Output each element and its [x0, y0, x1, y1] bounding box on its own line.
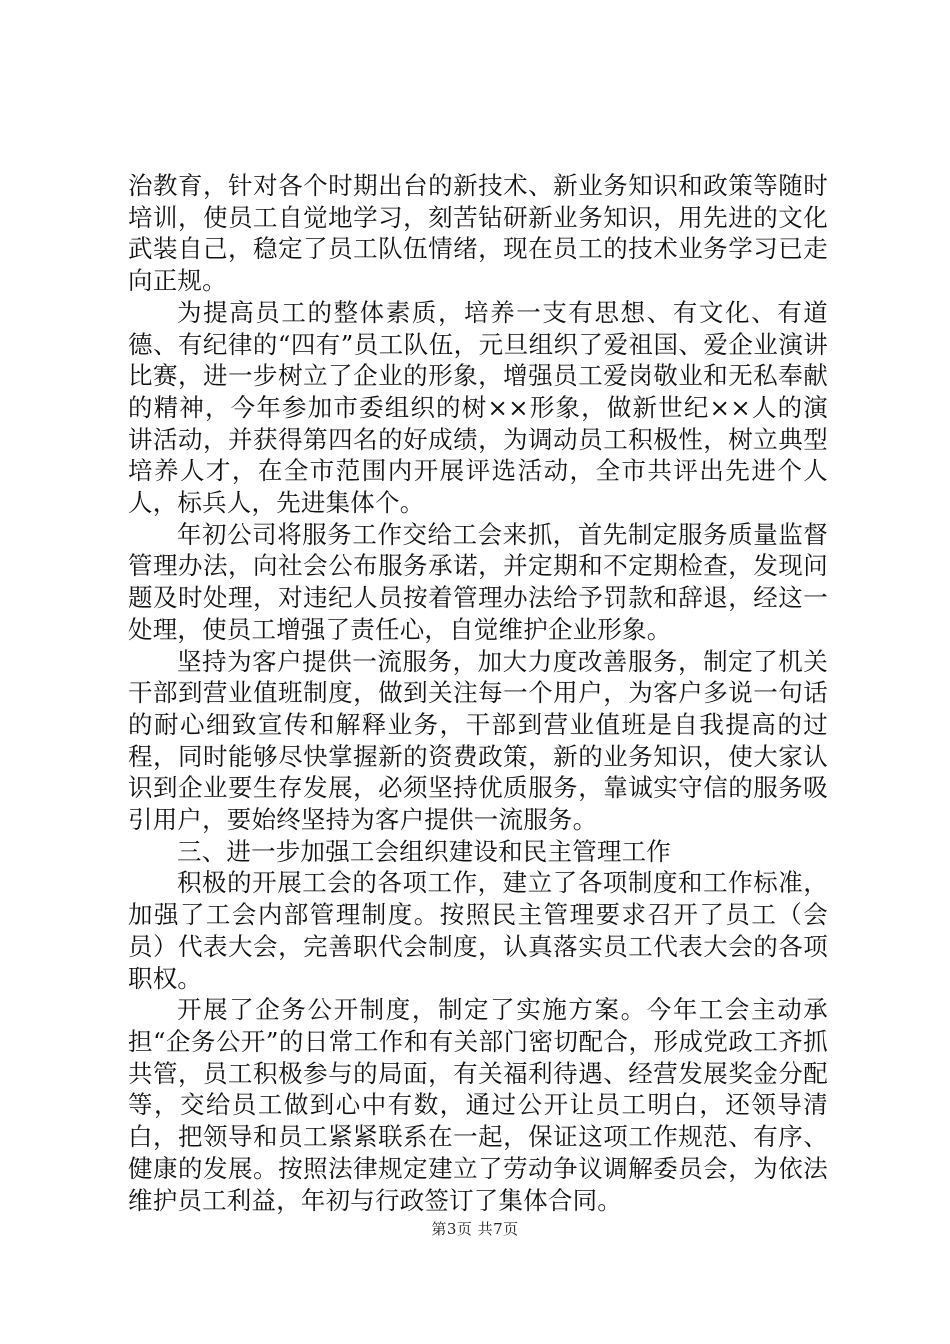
page-number-footer: 第3页 共7页	[431, 1220, 519, 1238]
paragraph-union-work: 积极的开展工会的各项工作，建立了各项制度和工作标准，加强了工会内部管理制度。按照民主管理要求召开了员工（会员）代表大会，完善职代会制度，认真落实员工代表大会的各项职权。	[128, 868, 828, 993]
paragraph-first-class-service: 坚持为客户提供一流服务，加大力度改善服务，制定了机关干部到营业值班制度，做到关注每一个用户，为客户多说一句话的耐心细致宣传和解释业务，干部到营业值班是自我提高的过程，同时能够尽快掌握新的资费政策，新的业务知识，使大家认识到企业要生存发展，必须坚持优质服务，靠诚实守信的服务吸引用户，要始终坚持为客户提供一流服务。	[128, 646, 828, 835]
paragraph-affairs-disclosure: 开展了企务公开制度，制定了实施方案。今年工会主动承担“企务公开”的日常工作和有关部门密切配合，形成党政工齐抓共管，员工积极参与的局面，有关福利待遇、经营发展奖金分配等，交给员工做到心中有数，通过公开让员工明白，还领导清白，把领导和员工紧紧联系在一起，保证这项工作规范、有序、健康的发展。按照法律规定建立了劳动争议调解委员会，为依法维护员工利益，年初与行政签订了集体合同。	[128, 995, 828, 1215]
paragraph-continuation: 治教育，针对各个时期出台的新技术、新业务知识和政策等随时培训，使员工自觉地学习，刻苦钻研新业务知识，用先进的文化武装自己，稳定了员工队伍情绪，现在员工的技术业务学习已走向正规。	[128, 171, 828, 296]
section-heading-three: 三、进一步加强工会组织建设和民主管理工作	[177, 836, 671, 866]
paragraph-service-supervision: 年初公司将服务工作交给工会来抓，首先制定服务质量监督管理办法，向社会公布服务承诺，并定期和不定期检查，发现问题及时处理，对违纪人员按着管理办法给予罚款和辞退，经这一处理，使员工增强了责任心，自觉维护企业形象。	[128, 519, 828, 644]
document-body	[128, 170, 828, 1216]
paragraph-staff-quality: 为提高员工的整体素质，培养一支有思想、有文化、有道德、有纪律的“四有”员工队伍，元旦组织了爱祖国、爱企业演讲比赛，进一步树立了企业的形象，增强员工爱岗敬业和无私奉献的精神，今年参加市委组织的树××形象，做新世纪××人的演讲活动，并获得第四名的好成绩，为调动员工积极性，树立典型培养人才，在全市范围内开展评选活动，全市共评出先进个人人，标兵人，先进集体个。	[128, 297, 828, 518]
